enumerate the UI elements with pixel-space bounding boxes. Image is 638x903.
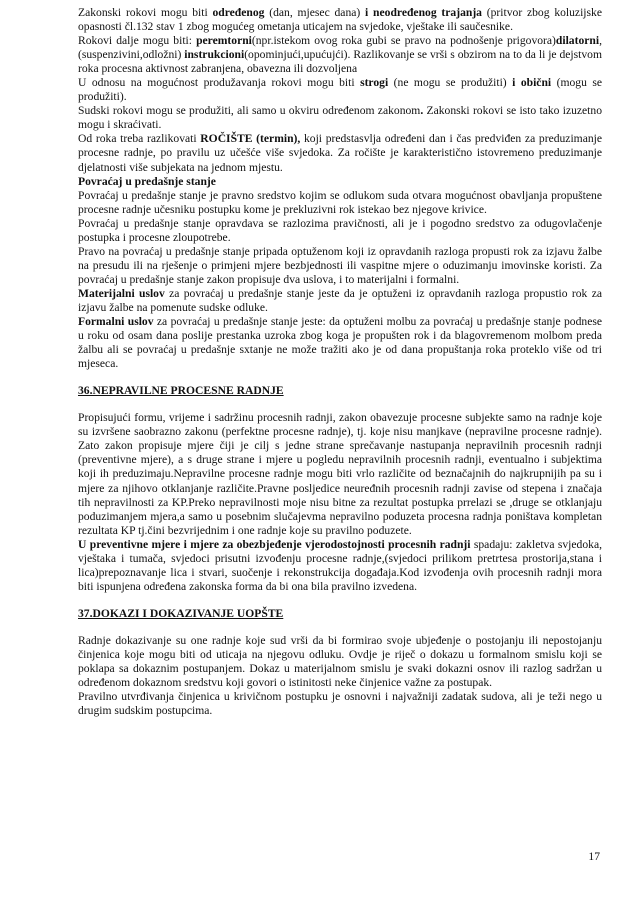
text: spadaju: zakletva svjedoka, vještaka i tumača, svjedoci prisutni izvođenju procesne radnje,(svjedoci prilikom pretrtesa prostorija,stana i lica)prepoznavanje lica i stvari, suočenje i rekonstrukcija događaja.Kod izvođenja ovih procesnih radnji mora biti ispunjena određena zakonska forma da bi ona bila pravilno izvedena.: [78, 537, 602, 593]
text: Od roka treba razlikovati: [78, 132, 201, 146]
paragraph-strogi-obicni: [78, 76, 602, 104]
paragraph-preventivne-mjere: [78, 538, 602, 594]
paragraph-utvrdjivanje-cinjenica: Pravilno utvrđivanja činjenica u krivičnom postupku je osnovni i najvažniji zadatak sudova, ali je teži nego u drugim sudskim postupcima.: [78, 690, 602, 718]
text: (pritvor zbog koluzijske opasnosti čl.132 stav 1 zbog mogućeg ometanja uticajem na svjedoke, vještake ili saučesnike.: [78, 6, 602, 34]
bold-text: Formalni uslov: [78, 315, 154, 329]
bold-text: i neodređenog trajanja: [365, 6, 482, 19]
text: Rokovi dalje mogu biti:: [78, 34, 197, 48]
paragraph-radnje-dokazivanja: Radnje dokazivanje su one radnje koje sud vrši da bi formirao svoje ubjeđenje o postojanju ili nepostojanju činjenica koje mogu biti od uticaja na njegovu odluku. Ovdje je riječ o dokazu u formalnom smislu koji se poklapa sa dokaznim postupanjem. Dokaz u materijalnom smislu je svaki dokazni osnov ili razlog sadržan u određenom dokaznom sredstvu koji govori o istinitosti neke činjenice važne za postupak.: [78, 633, 602, 690]
paragraph-nepravilne-radnje: Propisujući formu, vrijeme i sadržinu procesnih radnji, zakon obavezuje procesne subjekte samo na radnje koje su izvršene saobrazno zakonu (perfektne procesne radnje), tj. koje nisu manjkave (nepravilne procesne radnje). Zato zakon propisuje mjere čiji je cilj s jedne strane sprečavanje nastupanja nepravilnih procesnih radnji (preventivne mjere), a s druge strane i mjere u pogledu nepravilnih procesnih radnji, eventualno i subjektima koji ih preduzimaju.Nepravilne procesne radnje mogu biti vrlo različite od beznačajnih do najkrupnijih pa su i mjere za njihovo otklanjanje različite.Pravne posljedice neuređnih procesnih radnji zavise od stepena i značaja tih nepravilnosti za KP.Preko nepravilnosti moje nisu bitne za rezultat postupka prrelazi se ,druge se otklanjaju poduzimanjem mjera,a samo u posebnim slučajevma nepravilno poduzeta procesna radnja poništava kompletan rezultata KP tj.čini bezvrijednim i one radnje koje su pravilno poduzete.: [78, 411, 602, 537]
paragraph-povracaj-opravdanje: Povraćaj u predašnje stanje opravdava se razlozima pravičnosti, ali je i pogodno sredstvo za odugovlačenje postupka i procesne zloupotrebe.: [78, 216, 602, 244]
text: za povraćaj u predašnje stanje jeste da je optuženi iz opravdanih razloga propustio rok za izjavu žalbe na pomenute sudske odluke.: [78, 286, 602, 314]
paragraph-rociste: [78, 132, 602, 174]
paragraph-zakonski-rokovi: [78, 6, 602, 34]
spacer: [78, 594, 602, 607]
bold-text: strogi: [360, 76, 389, 90]
spacer: [78, 371, 602, 384]
text: U odnosu na mogućnost produžavanja rokovi mogu biti: [78, 76, 361, 90]
text: Sudski rokovi mogu se produžiti, ali samo u okviru određenom zakonom: [78, 104, 421, 118]
bold-text: određenog: [212, 6, 265, 19]
paragraph-povracaj-definicija: Povraćaj u predašnje stanje je pravno sredstvo kojim se odlukom suda otvara mogućnost obavljanja propuštene procesne radnje učesniku postupku kome je prekluzivni rok istekao bez njegove krivice.: [78, 188, 602, 216]
text: (opominjući,upućujći). Razlikovanje se vrši s obzirom na to da li je dejstvom roka procesna aktivnost zabranjena, obavezna ili dozvoljena: [78, 48, 602, 76]
text: (mogu se produžiti).: [78, 76, 602, 104]
subheading-povracaj: Povraćaj u predašnje stanje: [78, 174, 216, 188]
document-page: [78, 6, 602, 718]
bold-text: U preventivne mjere i mjere za obezbjeđenje vjerodostojnosti procesnih radnji: [78, 537, 471, 551]
paragraph-povracaj-pravo: Pravo na povraćaj u predašnje stanje pripada optuženom koji iz opravdanih razloga propusti rok za izjavu žalbe na presudu ili na rješenje o primjeni mjere bezbjednosti ili vaspitne mjere o oduzimanju imovinske koristi. Za povraćaj u predašnje stanje zakon propisuje dva uslova, i to materijalni i formalni.: [78, 244, 602, 286]
text: koji predstasvlja određeni dan i čas predviđen za preduzimanje procesne radnje, po pravilu uz učešće više svjedoka. Za ročište je karakteristično istovremeno preduzimanje djelatnosti više subjekata na jednom mjestu.: [78, 132, 602, 174]
bold-text: dilatorni: [555, 34, 600, 48]
bold-text: .: [420, 104, 424, 118]
page-number: 17: [588, 850, 600, 863]
bold-text: Materijalni uslov: [78, 286, 165, 300]
paragraph-sudski-rokovi: [78, 104, 602, 132]
bold-text: i obični: [512, 76, 552, 90]
text: (npr.istekom ovog roka gubi se pravo na podnošenje prigovora): [251, 34, 556, 48]
text: (ne mogu se produžiti): [388, 76, 513, 90]
text: za povraćaj u predašnje stanje jeste: da optuženi molbu za povraćaj u predašnje stanje podnese u roku od osam dana poslije prestanka uzroka zbog koga je propušten rok i da blagovremenom molbom preda žalbu ali se povraćaj u predašnje sxtanje ne može tražiti ako je od dana propuštanja roka proteklo više od tri mjeseca.: [78, 315, 603, 371]
paragraph-materijalni-uslov: [78, 287, 602, 315]
paragraph-formalni-uslov: [78, 315, 602, 371]
section-title-36: 36.NEPRAVILNE PROCESNE RADNJE: [78, 384, 284, 398]
text: ,(suspenzivini,odložni): [78, 34, 602, 62]
spacer: [78, 398, 602, 411]
text: Zakonski rokovi se isto tako izuzetno mogu i skraćivati.: [78, 104, 602, 132]
section-title-37: 37.DOKAZI I DOKAZIVANJE UOPŠTE: [78, 606, 284, 620]
text: Zakonski rokovi mogu biti: [78, 6, 213, 19]
bold-text: ROČIŠTE (termin),: [200, 132, 301, 146]
paragraph-rokovi-dalje: [78, 34, 602, 76]
bold-text: peremtorni: [196, 34, 252, 48]
spacer: [78, 621, 602, 634]
bold-text: instrukcioni: [184, 48, 245, 62]
text: (dan, mjesec dana): [264, 6, 366, 19]
